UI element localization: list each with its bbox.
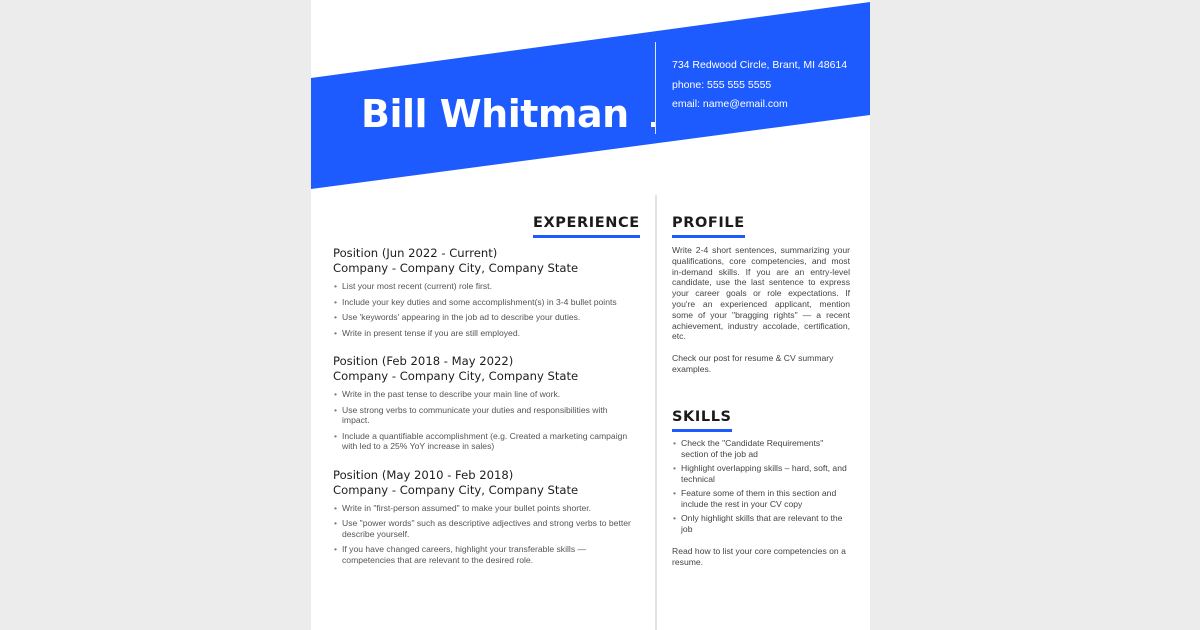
- skills-bullets: [672, 438, 848, 534]
- skills-section: [672, 438, 848, 568]
- job-position: Position (May 2010 - Feb 2018): [333, 467, 514, 482]
- skill-bullet: • Feature some of them in this section and include the rest in your CV copy: [672, 488, 848, 509]
- job-bullet: • Write in "first-person assumed" to make your bullet points shorter.: [333, 503, 633, 514]
- contact-email: email: name@email.com: [672, 98, 788, 110]
- job-entry: [333, 354, 633, 452]
- job-bullet: • Use 'keywords' appearing in the job ad to describe your duties.: [333, 312, 633, 323]
- job-bullet: • Include your key duties and some accomplishment(s) in 3-4 bullet points: [333, 297, 633, 308]
- skills-note: Read how to list your core competencies on a resume.: [672, 546, 846, 567]
- job-bullet: • Use "power words" such as descriptive adjectives and strong verbs to better describe yourself.: [333, 518, 633, 539]
- profile-underline: [672, 235, 745, 238]
- skill-bullet: • Only highlight skills that are relevant to the job: [672, 513, 848, 534]
- job-position: Position (Jun 2022 - Current): [333, 246, 498, 260]
- job-bullets: [333, 389, 633, 452]
- skill-bullet: • Check the "Candidate Requirements" section of the job ad: [672, 438, 848, 459]
- resume-sheet: [311, 0, 870, 630]
- job-bullet: • List your most recent (current) role first.: [333, 281, 633, 292]
- contact-address: 734 Redwood Circle, Brant, MI 48614: [672, 59, 848, 71]
- contact-phone: phone: 555 555 5555: [672, 78, 772, 91]
- job-bullet: • Write in the past tense to describe your main line of work.: [333, 389, 633, 400]
- profile-text: Write 2-4 short sentences, summarizing your qualifications, core competencies, and most in-demand skills. If you are an entry-level candidate, use the last sentence to express your career goals or role expectations. If you're an experienced applicant, mention some of your "bragging rights" — a recent achievement, industry accolade, certification, etc.: [672, 245, 850, 342]
- profile-note: Check our post for resume & CV summary examples.: [672, 353, 834, 374]
- experience-underline: [533, 235, 640, 238]
- header-divider: [655, 42, 656, 134]
- job-bullet: • Use strong verbs to communicate your duties and responsibilities with impact.: [333, 405, 633, 426]
- job-position: Position (Feb 2018 - May 2022): [333, 354, 514, 368]
- experience-section: [333, 246, 633, 581]
- contact-block: [672, 56, 847, 115]
- job-bullet: • Include a quantifiable accomplishment (e.g. Created a marketing campaign with led to a 25% YoY increase in sales): [333, 431, 633, 452]
- job-entry: [333, 468, 633, 566]
- experience-heading-block: [533, 214, 640, 238]
- skills-heading-block: [672, 408, 732, 432]
- job-entry: [333, 246, 633, 338]
- job-bullet: • Write in present tense if you are still employed.: [333, 328, 633, 339]
- job-bullet: • If you have changed careers, highlight your transferable skills — competencies that are relevant to the desired role.: [333, 544, 633, 565]
- column-divider: [655, 195, 657, 630]
- skills-heading: SKILLS: [672, 409, 732, 425]
- candidate-name: Bill Whitman: [361, 92, 629, 136]
- profile-heading-block: [672, 214, 745, 238]
- job-bullets: [333, 503, 633, 566]
- skill-bullet: • Highlight overlapping skills – hard, soft, and technical: [672, 463, 848, 484]
- profile-section: [672, 245, 850, 375]
- skills-underline: [672, 429, 732, 432]
- job-company: Company - Company City, Company State: [333, 369, 579, 383]
- profile-heading: PROFILE: [672, 215, 745, 231]
- job-company: Company - Company City, Company State: [333, 261, 579, 275]
- job-bullets: [333, 281, 633, 338]
- experience-heading: EXPERIENCE: [533, 215, 640, 231]
- job-company: Company - Company City, Company State: [333, 482, 579, 497]
